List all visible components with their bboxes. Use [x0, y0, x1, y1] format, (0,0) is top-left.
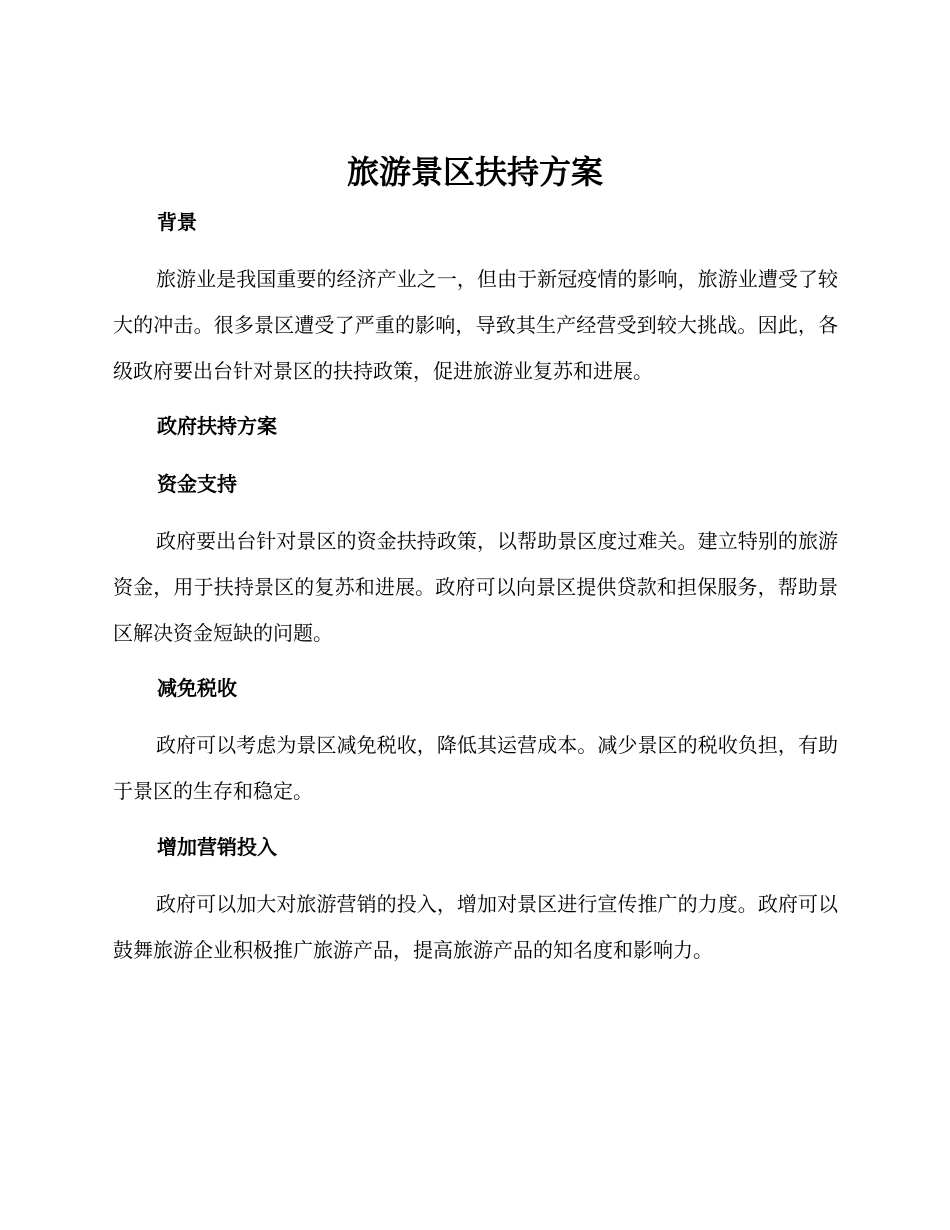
- section-heading-tax: 减免税收: [157, 676, 237, 700]
- section-heading-marketing: 增加营销投入: [157, 835, 277, 859]
- section-body-tax: 政府可以考虑为景区减免税收，降低其运营成本。减少景区的税收负担，有助于景区的生存和稳定。: [113, 733, 838, 803]
- section-body-background: 旅游业是我国重要的经济产业之一，但由于新冠疫情的影响，旅游业遭受了较大的冲击。很多景区遭受了严重的影响，导致其生产经营受到较大挑战。因此，各级政府要出台针对景区的扶持政策，促进旅游业复苏和进展。: [113, 267, 838, 383]
- document-title: 旅游景区扶持方案: [346, 153, 603, 191]
- section-body-marketing: 政府可以加大对旅游营销的投入，增加对景区进行宣传推广的力度。政府可以鼓舞旅游企业积极推广旅游产品，提高旅游产品的知名度和影响力。: [113, 892, 838, 962]
- section-body-funding: 政府要出台针对景区的资金扶持政策，以帮助景区度过难关。建立特别的旅游资金，用于扶持景区的复苏和进展。政府可以向景区提供贷款和担保服务，帮助景区解决资金短缺的问题。: [113, 529, 838, 645]
- section-heading-background: 背景: [157, 210, 197, 234]
- section-heading-funding: 资金支持: [157, 472, 237, 496]
- section-heading-government-plan: 政府扶持方案: [157, 414, 277, 438]
